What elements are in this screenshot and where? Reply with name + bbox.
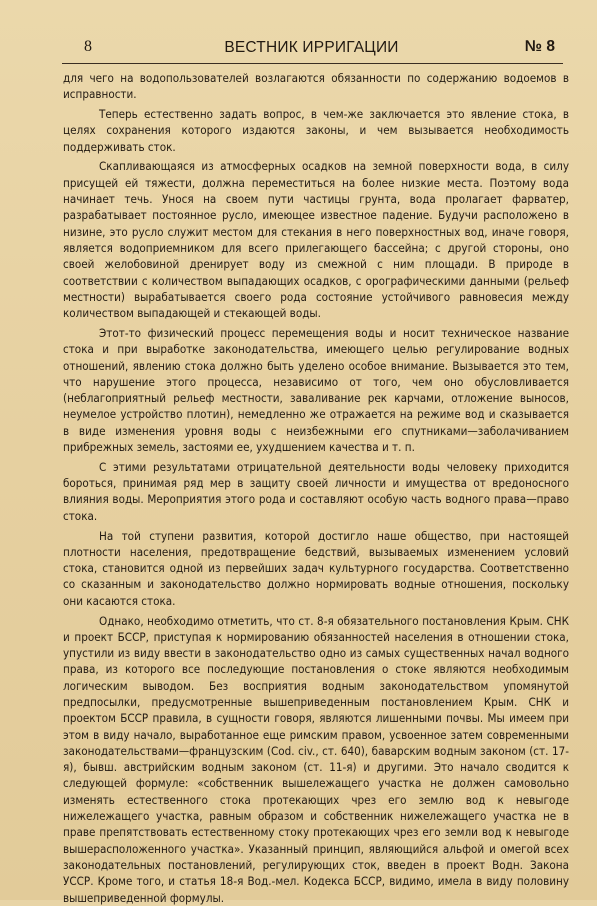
issue-number: № 8 bbox=[524, 38, 555, 55]
paragraph: Скапливающаяся из атмосферных осадков на земной поверхности вода, в силу присущей ей тяжести, должна переместиться на более низкие места. Поэтому вода начинает течь. Унося на своем пути частицы грунта, вода пролагает фарватер, разрабатывает постоянное русло, имеющее известное падение. Будучи расположено в низине, это русло служит местом для стекания в него поверхностных вод, иначе говоря, является водоприемником для всего прилегающего бассейна; с другой стороны, оно своей желобовиной дренирует воду из смежной с ним площади. В природе в соответствии с количеством выпадающих осадков, с орографическими данными (рельеф местности) вырабатывается своего рода состояние устойчивого равновесия между количеством выпадающей и стекающей воды. bbox=[63, 159, 569, 321]
paragraph: С этими результатами отрицательной деятельности воды человеку приходится бороться, принимая ряд мер в защиту своей личности и имущества от вредоносного влияния воды. Мероприятия этого рода и составляют особую часть водного права—право стока. bbox=[63, 459, 569, 523]
header-rule bbox=[62, 63, 563, 64]
page-header bbox=[62, 38, 561, 62]
page-number: 8 bbox=[84, 38, 92, 55]
journal-title: ВЕСТНИК ИРРИГАЦИИ bbox=[224, 39, 399, 56]
paragraph: На той ступени развития, которой достигло наше общество, при настоящей плотности населения, предотвращение бедствий, вызываемых изменением условий стока, становится одной из первейших задач культурного государства. Соответственно со сказанным и законодательство должно нормировать водные отношения, поскольку они касаются стока. bbox=[63, 528, 569, 608]
paragraph: Этот-то физический процесс перемещения воды и носит техническое название стока и при выработке законодательства, имеющего целью регулирование водных отношений, явлению стока должно быть уделено особое внимание. Вызывается это тем, что нарушение этого процесса, независимо от того, чем оно обусловливается (неблагоприятный рельеф местности, заваливание рек карчами, отложение выносов, неумелое устройство плотин), немедленно же отражается на режиме вод и сказывается в виде изменения уровня воды с неизбежными его спутниками—заболачиванием прибрежных земель, застоями ее, ухудшением качества и т. п. bbox=[63, 325, 569, 455]
paragraph: Теперь естественно задать вопрос, в чем-же заключается это явление стока, в целях сохранения которого издаются законы, и чем вызывается необходимость поддерживать сток. bbox=[63, 107, 569, 154]
article-body bbox=[63, 70, 569, 906]
paragraph: Однако, необходимо отметить, что ст. 8-я обязательного постановления Крым. СНК и проект БССР, приступая к нормированию обязанностей населения в отношении стока, упустили из виду ввести в законодательство одно из самых существенных начал водного права, из которого все последующие постановления о стоке являются необходимым логическим выводом. Без восприятия водным законодательством упомянутой предпосылки, предусмотренные вышеприведенным постановлением Крым. СНК и проектом БССР правила, в сущности говоря, являются лишенными почвы. Мы имеем при этом в виду начало, выработанное еще римским правом, усвоенное затем современными законодательствами—французским (Cod. civ., ст. 640), баварским водным законом (ст. 17-я), бывш. австрийским водным законом (ст. 11-я) и другими. Это начало сводится к следующей формуле: «собственник вышележащего участка не должен самовольно изменять естественного стока протекающих чрез его землю вод к невыгоде нижележащего участка, равным образом и собственник нижележащего участка не в праве препятствовать естественному стоку протекающих чрез его земли вод к невыгоде вышерасположенного участка». Указанный принцип, являющийся альфой и омегой всех законодательных постановлений, регулирующих сток, введен в проект Водн. Закона УССР. Кроме того, и статья 18-я Вод.-мел. Кодекса БССР, видимо, имела в виду половину вышеприведенной формулы. bbox=[63, 613, 569, 905]
paragraph: для чего на водопользователей возлагаются обязанности по содержанию водоемов в исправности. bbox=[63, 71, 569, 102]
